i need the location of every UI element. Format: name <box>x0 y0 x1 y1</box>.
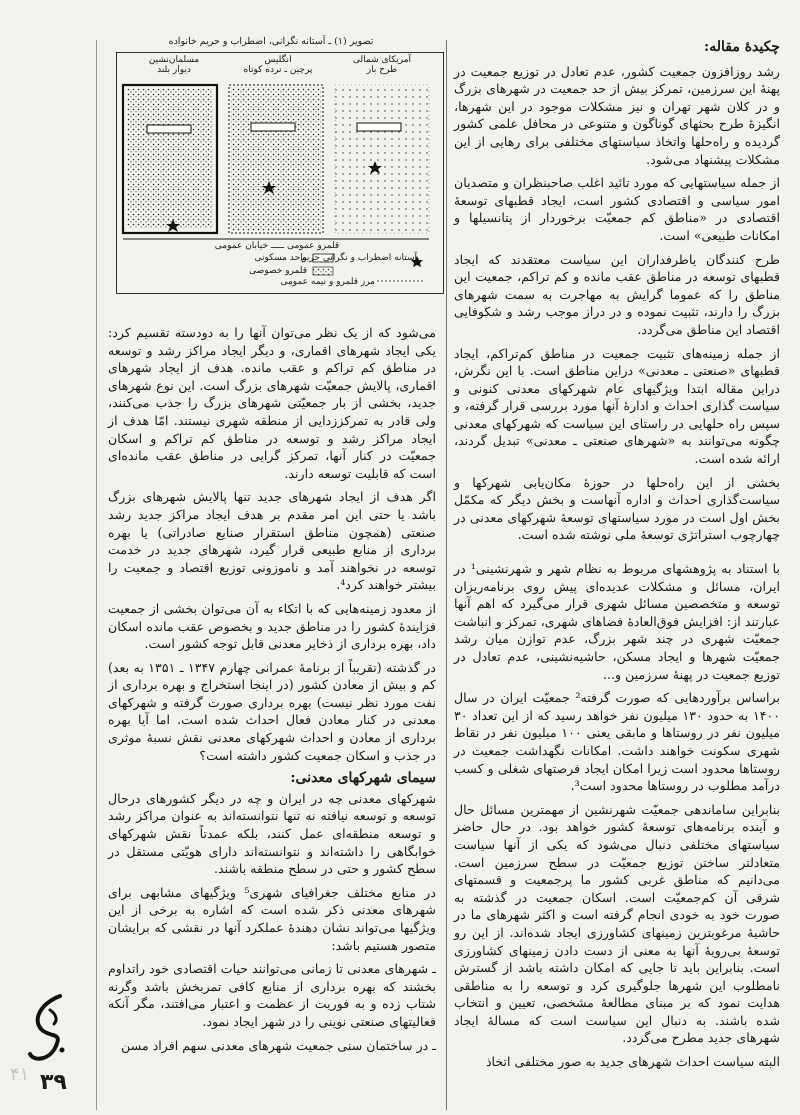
paragraph: با استناد به پژوهشهای مربوط به نظام شهر و شهرنشینی¹ در ایران، مسائل و مشکلات عدیده‌ای پیش روی برنامه‌ریزان توسعه و متخصصین مسائل شهری قرار می‌گیرد که اهم آنها عبارتند از: افزایش فوق‌العادهٔ فضاهای شهری، تمرکز و انباشت جمعیّت شهری در چند شهر بزرگ، عدم توازن میان رشد جمعیّت شهرها و ایجاد مسکن، حاشیه‌نشینی، عدم تعادل در توزیع جمعیت در پهنهٔ سرزمین و... <box>454 561 780 682</box>
figure-frame <box>116 52 444 294</box>
legend-private: قلمرو خصوصی <box>249 266 307 276</box>
street-label: قلمرو عمومی ـــــ خیابان عمومی <box>214 241 340 251</box>
paragraph: می‌شود که از یک نظر می‌توان آنها را به دودسته تقسیم کرد: یکی ایجاد شهرهای اقماری، و دیگر ایجاد مراکز رشد و توسعه در مناطق کم تراکم و عقب مانده. هدف از ایجاد شهرهای اقماری، پالایش جمعیّت شهرهای بزرگ است. این نوع شهرهای جدید، بخشی از بار جمعیّتی شهرهای بزرگ را جذب می‌کنند، ولی قادر به تمرکززدایی از منطقه شهری نیستند. امّا هدف از ایجاد مراکز رشد و توسعه در مناطق کم تراکم و اسکان جمعیّت در کنار آنها، تمرکز گرایی در مناطق عقب مانده‌ای است که قابلیت توسعه دارند. <box>108 325 436 481</box>
page-number-ghost: ۴۱ <box>10 1064 30 1085</box>
paragraph: از جمله سیاستهایی که مورد تائید اغلب صاحبنظران و متصدیان امور سیاسی و اقتصادی کشور است، ایجاد قطبهای توسعهٔ اقتصادی در «مناطق کم جمعیّت برخوردار از پتانسیلها و امکانات طبیعی» است. <box>454 175 780 243</box>
legend-residential: واحد مسکونی <box>254 253 307 263</box>
legend-private-swatch <box>313 267 333 275</box>
paragraph: شهرکهای معدنی چه در ایران و چه در دیگر کشورهای درحال توسعه و توسعه نیافته نه تنها نتوانسته‌اند به عنوان مراکز رشد و توسعه منطقه‌ای عمل کنند، بلکه عمدتاً نقش شهرکهای خوابگاهی را داشته‌اند و نتوانسته‌اند دارای هویّتی مستقل در سطح کشور و حتی در سطح منطقه باشند. <box>108 790 436 877</box>
paragraph: ـ در ساختمان سنی جمعیت شهرهای معدنی سهم افراد مسن <box>121 1037 436 1053</box>
panel-label-north-america: آمریکای شمالی طرح باز <box>352 55 412 75</box>
paragraph: رشد روزافزون جمعیت کشور، عدم تعادل در توزیع جمعیت در پهنهٔ این سرزمین، تمرکز بیش از حد جمعیت در شهرهای بزرگ و در کلان شهر تهران و نیز مشکلات موجود در این شهرها، انگیزهٔ طرح بحثهای گوناگون و متنوعی در محافل علمی کشور گردیده و راه‌حلها واتخاذ سیاستهای مختلفی برای رهایی از این مشکلات پیشنهاد می‌شود. <box>454 63 780 167</box>
figure-caption: تصویر (۱) ـ آستانه نگرانی، اضطراب و حریم خانواده <box>168 36 374 47</box>
paragraph: بنابراین ساماندهی جمعیّت شهرنشین از مهمترین مسائل حال و آینده برنامه‌های توسعهٔ کشور خواهد بود. در حال حاضر سیاستهای مختلفی دنبال می‌شود که یکی از آنها سیاست متعادلتر ساختن توزیع جمعیّت در سطح سرزمین است. می‌دانیم که مناطق غربی کشور ما پرجمعیت و قسمتهای شرقی آن کم‌جمعیّت است. اسکان جمعیت در گذشته به صورت خود به خودی انجام گرفته است و اکثر شهرهای ما در حاشیهٔ مرغوبترین زمینهای کشاورزی ایجاد شده‌اند. از این رو توسعهٔ بی‌رویهٔ آنها به معنی از دست دادن زمینهای کشاورزی است. بنابراین باید تا جایی که امکان داشته باشد از گسترش نامطلوب این شهرها جلوگیری کرد و توسعه را به مناطقی هدایت نمود که بر مبنای مطالعهٔ مشخصی، تعیین و انتخاب شده باشند. به دنبال این سیاست است که مسالهٔ ایجاد شهرهای جدید مطرح می‌گردد. <box>454 801 780 1046</box>
paragraph: براساس برآوردهایی که صورت گرفته² جمعیّت ایران در سال ۱۴۰۰ به حدود ۱۳۰ میلیون نفر خواهد رسید که از این تعداد ۳۰ میلیون نفر در روستاها و مابقی یعنی ۱۰۰ میلیون نفر در نقاط شهری سکونت خواهند داشت. امکانات نگهداشت جمعیت در روستاها محدود است زیرا امکان ایجاد فرصتهای شغلی و کسب درآمد مطلوب در روستاها محدود است³. <box>454 690 780 794</box>
page-number: ۳۹ <box>40 1070 67 1095</box>
legend-semi-public: مرز قلمرو و نیمه عمومی <box>280 277 375 287</box>
paragraph: بخشی از این راه‌حلها در حوزهٔ مکان‌یابی شهرکها و سیاست‌گذاری احداث و اداره آنهاست و بخش دیگر که مکمّل بخش اول است در مورد سیاستهای توسعهٔ شهرکهای معدنی در چهارچوب استراتژی توسعهٔ ملی نوشته شده است. <box>454 474 780 543</box>
panel-north-america <box>335 85 429 233</box>
panel-muslim <box>123 85 217 233</box>
paragraph: البته سیاست احداث شهرهای جدید به صور مختلفی اتخاذ <box>485 1054 780 1070</box>
paragraph: ـ شهرهای معدنی تا زمانی می‌توانند حیات اقتصادی خود راتداوم بخشند که بهره برداری از منابع کافی تمربخش باشد وگرنه شتاب زده و به فوریت از عظمت و اعتبار می‌افتند، مگر آنکه فعالیتهای صنعتی نوینی را در شهر ایجاد نمود. <box>108 961 436 1029</box>
paragraph: در منابع مختلف جغرافیای شهری⁵ ویژگیهای مشابهی برای شهرهای معدنی ذکر شده است که اشاره به برخی از این ویژگیها می‌تواند نشان دهندهٔ عملکرد آنها در نقشی که برایشان متصور هستیم باشد: <box>108 884 436 953</box>
abstract-heading: چکیدهٔ مقاله: <box>704 39 780 55</box>
kerman-calligraphy-icon <box>20 990 72 1070</box>
figure-family-privacy <box>100 36 442 314</box>
paragraph: از جمله زمینه‌های تثبیت جمعیت در مناطق کم‌تراکم، ایجاد قطبهای «صنعتی ـ معدنی» دراین مناطق است. با این نگرش، دراین مقاله ابتدا ویژگیهای عام شهرکهای معدنی کنونی و سیاست گذاری احداث و ادارهٔ آنها مورد بررسی قرار گرفته، و سپس راه حلهایی در راستای این سیاست که شهرکهای معدنی چگونه می‌توانند به «شهرهای صنعتی ـ معدنی» تبدیل گردند، ارائه شده است. <box>454 345 780 467</box>
panel-english <box>229 85 323 233</box>
panel-label-english: انگلیس پرچین ـ نرده کوتاه <box>243 55 313 75</box>
legend-threshold: آستانه اضطراب و نگرانی حریم <box>300 253 417 263</box>
paragraph: اگر هدف از ایجاد شهرهای جدید تنها پالایش شهرهای بزرگ باشد یا حتی این امر مقدم بر هدف ایجاد مراکز جدید رشد صنعتی (همچون مناطق استقرار صنایع صادراتی) یا بهره برداری از منابع طبیعی قرار گیرد، شهرهای جدید در خدمت توسعه در نخواهند آمد و ناموزونی توزیع اقتصاد و جمعیت را بیشتر خواهند کرد⁴. <box>108 489 436 593</box>
column-divider <box>446 40 447 1110</box>
paragraph: در گذشته (تقریباً از برنامهٔ عمرانی چهارم ۱۳۴۷ ـ ۱۳۵۱ به بعد) کم و بیش از معادن کشور (در اینجا استخراج و بهره برداری از نفت مورد نظر نیست) بهره برداری صورت گرفته و شهرکهای معدنی در کنار معادن فعال احداث شده است. اما آیا بهره برداری از معادن و احداث شهرکهای معدنی نقش نسبهٔ موثری در جذب و اسکان جمعیت کشور داشته است؟ <box>108 659 436 763</box>
panel-label-muslim: مسلمان‌نشین دیوار بلند <box>148 55 200 75</box>
left-column <box>108 324 436 1060</box>
paragraph: طرح کنندگان یاطرفداران این سیاست معتقدند که ایجاد قطبهای توسعه در مناطق عقب مانده و کم تراکم، جمعیت این مناطق را که عموما گرایش به مهاجرت به سمت شهرهای بزرگ را دارند، تثبیت نموده و در دراز موجب رشد و شکوفایی اقتصاد این مناطق می‌گردد. <box>454 251 780 337</box>
right-column <box>454 38 780 1077</box>
margin-rule <box>96 40 97 1110</box>
section-heading: سیمای شهرکهای معدنی: <box>290 770 436 787</box>
paragraph: از معدود زمینه‌هایی که با اتکاء به آن می‌توان بخشی از جمعیت فزایندهٔ کشور را در مناطق جدید و بخصوص عقب مانده اسکان داد، بهره برداری از ذخایر معدنی قابل توجه کشور است. <box>108 600 436 652</box>
